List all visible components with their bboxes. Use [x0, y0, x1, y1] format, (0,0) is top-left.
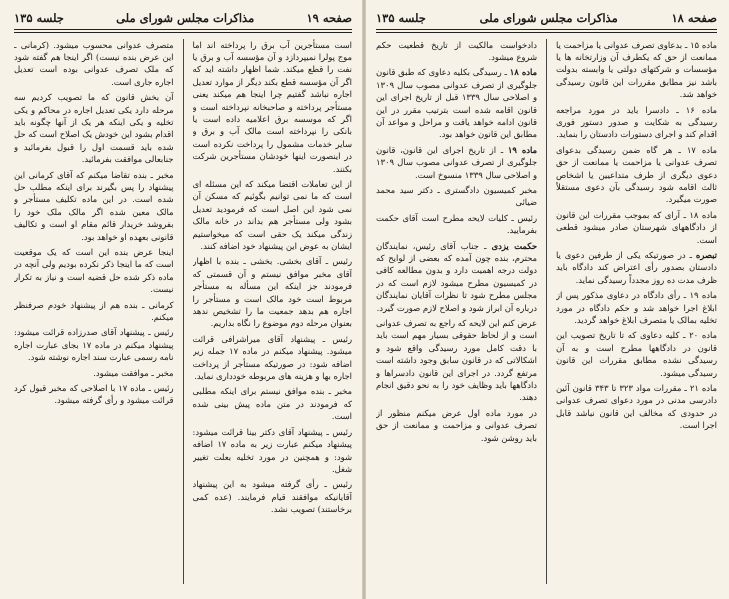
text-column	[193, 39, 353, 584]
header-rule	[376, 29, 717, 30]
paragraph: ماده ۱۹ ـ رأی دادگاه در دعاوی مذکور پس از ابلاغ اجرا خواهد شد و حکم دادگاه در مورد تخلیه بمالک یا متصرف ابلاغ خواهد گردید.	[556, 290, 717, 326]
right-page-title: مذاکرات مجلس شورای ملی	[479, 11, 618, 25]
article-marker: حکمت یزدی	[491, 240, 537, 251]
paragraph: در مورد ماده اول عرض میکنم منظور از تصرف عدوانی و مزاحمت و ممانعت از حق باید روشن شود.	[376, 407, 537, 443]
article-marker: ماده ۱۹	[507, 144, 537, 155]
right-page-header	[376, 8, 717, 28]
paragraph: مخبر ـ موافقت میشود.	[93, 367, 174, 378]
right-page-session: جلسه ۱۳۵	[376, 11, 426, 25]
paragraph: از این تعاملات اقتضا میکند که این مسئله ای است که ما نمی توانیم بگوئیم که مسکن آن نمی شود این اصل است که فرمودید تعدیل بشود ولی مستأجر هم بداند در خانه مالک زندگی میکند یک حقی است که میخواستیم ایشان به عوض این پیشنهاد خود اضافه کنند.	[192, 178, 352, 251]
text-column	[556, 39, 717, 584]
paragraph: آن بخش قانون که ما تصویب کردیم سه مرحله دارد یکی تعدیل اجاره در محاکم و یکی تخلیه و یکی اینکه هر یک از آنها چگونه باید اقدام بشود این خودش یک اصلاح است که حل شده باید قسمت اول را قبول بفرمائید و جنابعالی موافقت بفرمائید.	[14, 92, 174, 165]
left-page-header	[14, 8, 352, 28]
column-divider	[183, 39, 184, 584]
header-rule-thin	[14, 32, 352, 33]
left-page-title: مذاکرات مجلس شورای ملی	[116, 11, 255, 25]
paragraph: رئیس ـ پیشنهاد آقای صدرزاده قرائت میشود: پیشنهاد میکنم در ماده ۱۷ بجای عبارت اجاره نامه رسمی عبارت سند اجاره نوشته شود.	[14, 327, 174, 363]
text-column	[376, 39, 537, 584]
paragraph: متصرف عدوانی محسوب میشود. (کرمانی ـ این عرض بنده نیست) اگر اینجا هم گفته شود که ملک تصرف عدوانی بوده است تعدیل اجاره جاری است.	[14, 39, 174, 87]
article-marker: تبصره	[695, 250, 717, 260]
paragraph: مخبر کمیسیون دادگستری ـ دکتر سید محمد ضیائی	[376, 184, 537, 208]
column-divider	[546, 39, 547, 584]
paragraph: کرمانی ـ بنده هم از پیشنهاد خودم صرفنظر میکنم.	[14, 299, 174, 323]
paragraph: تبصره ـ در صورتیکه یکی از طرفین دعوی یا دادستان بصدور رأی اعتراض کند دادگاه باید ظرف مدت ده روز مجدداً رسیدگی نماید.	[556, 250, 717, 285]
paragraph: رئیس ـ رأی گرفته میشود به این پیشنهاد آقایانیکه موافقند قیام فرمایند. (عده کمی برخاستند) تصویب نشد.	[192, 479, 352, 515]
paragraph: ماده ۱۸ ـ آرای که بموجب مقررات این قانون از دادگاههای شهرستان صادر میشود قطعی است.	[556, 209, 717, 245]
paragraph: اینجا عرض بنده این است که یک موقعیت است که ما اینجا ذکر نکرده بودیم ولی آنچه در ماده ذکر شده حل قضیه است و نیاز به تکرار نیست.	[14, 247, 174, 295]
paragraph: مخبر ـ بنده موافق نیستم برای اینکه مطلبی که فرمودند در متن ماده پیش بینی شده است.	[192, 386, 352, 422]
header-rule	[14, 29, 352, 30]
paragraph: ماده ۱۸ ـ رسیدگی بکلیه دعاوی که طبق قانون جلوگیری از تصرف عدوانی مصوب سال ۱۳۰۹ و اصلاحی سال ۱۳۳۹ قبل از تاریخ اجرای این قانون اقامه شده است بترتیب مقرر در این قانون ادامه خواهد یافت و مراحل و مواعد آن مطابق این قانون خواهد بود.	[376, 67, 537, 140]
paragraph: حکمت یزدی ـ جناب آقای رئیس، نمایندگان محترم، بنده چون آمده که بعضی از لوایح که دولت درجه اهمیت دارد و بدون مطالعه کافی در کمیسیون مطرح میشود لازم است که در مجلس مطرح شود تا نظرات آقایان نمایندگان درباره آن ابراز شود و اصلاح لازم صورت گیرد.	[376, 240, 537, 313]
paragraph: دادخواست مالکیت از تاریخ قطعیت حکم شروع میشود.	[376, 39, 537, 62]
paragraph: ماده ۱۵ ـ بدعاوی تصرف عدوانی یا مزاحمت یا ممانعت از حق که یکطرف آن وزارتخانه ها یا مؤسسات و شرکتهای دولتی یا وابسته بدولت باشد نیز مطابق مقررات این قانون رسیدگی خواهد شد.	[556, 39, 717, 100]
article-marker: ماده ۱۸	[509, 67, 537, 78]
paragraph: ماده ۲۱ ـ مقررات مواد ۳۲۳ تا ۳۴۳ قانون آئین دادرسی مدنی در مورد دعوای تصرف عدوانی در حدودی که مخالف این قانون نباشد قابل اجرا است.	[556, 383, 717, 431]
right-page-label: صفحه ۱۸	[671, 11, 717, 25]
left-page	[0, 0, 362, 599]
paragraph: است مستأجرین آب برق را پرداخته اند اما موج پولرا نمیپردازد و آن مؤسسه آب و برق یا نفت را قطع میکند. شما اظهار داشته اید که اگر آن مؤسسه قطع بکند دیگر از موارد تعدیل اجاره نباشد گفتیم چرا اینجا هم میکند یعنی مستأجر پرداخته و صاحبخانه نپرداخته است و اگر که موسسه برق اعلامیه داده است یا بانکی را نپرداخته است مالک آب و برق و سایر خدمات مشمول را پرداخت نکرده است در اینصورت اینها خودشان مستأجرین شرکت بکنند.	[192, 39, 352, 174]
paragraph: رئیس ـ پیشنهاد آقای دکتر بینا قرائت میشود: پیشنهاد میکنم عبارت زیر به ماده ۱۷ اضافه شود: و همچنین در مورد تخلیه بعلت تغییر شغل.	[192, 426, 352, 474]
paragraph: رئیس ـ آقای بخشی. بخشی ـ بنده با اظهار آقای مخبر موافق نیستم و آن قسمتی که فرمودند جز اینکه این مسأله به مستأجر مربوط است خود مالک است و مستأجر را اجاره هم بدهد جمعیت ما را تشخیص ندهد بعنوان مرحله دوم موضوع را نگاه بداریم.	[192, 256, 352, 329]
paragraph: عرض کنم این لایحه که راجع به تصرف عدوانی است و از لحاظ حقوقی بسیار مهم است باید با دقت کامل مورد رسیدگی واقع شود و اشکالاتی که در قانون سابق وجود داشته است مرتفع گردد. در اجرای این قانون دادسراها و دادگاهها باید وظایف خود را به نحو دقیق انجام دهند.	[376, 318, 537, 403]
header-rule-thin	[376, 32, 717, 33]
paragraph: ماده ۱۶ ـ دادسرا باید در مورد مراجعه رسیدگی به شکایت و صدور دستور فوری اقدام کند و اجرای دستورات دادستان را بنماید.	[556, 104, 717, 140]
paragraph: ماده ۲۰ ـ کلیه دعاوی که تا تاریخ تصویب این قانون در دادگاهها مطرح است و به آن رسیدگی نشده مطابق مقررات این قانون رسیدگی میشود.	[556, 330, 717, 378]
text-column	[14, 39, 174, 584]
paragraph: ماده ۱۷ ـ هر گاه ضمن رسیدگی بدعوای تصرف عدوانی یا مزاحمت یا ممانعت از حق دعوی دیگری از طرف متداعیین یا اشخاص ثالث اقامه شود رسیدگی بآن دعوی مستقلاً صورت میگیرد.	[556, 144, 717, 205]
paragraph: ماده ۱۹ ـ از تاریخ اجرای این قانون، قانون جلوگیری از تصرف عدوانی مصوب سال ۱۳۰۹ و اصلاحی سال ۱۳۳۹ منسوخ است.	[376, 144, 537, 180]
right-page	[366, 0, 729, 599]
right-page-body	[376, 39, 717, 584]
left-page-body	[14, 39, 352, 584]
left-page-label: صفحه ۱۹	[306, 11, 352, 25]
paragraph: رئیس ـ کلیات لایحه مطرح است آقای حکمت بفرمایید.	[376, 212, 537, 236]
paragraph: مخبر ـ بنده تقاضا میکنم که آقای کرمانی این پیشنهاد را پس بگیرند برای اینکه مطلب حل شده است. در این ماده تکلیف مستأجر و مالک معین شده اگر مالک ملک خود را بفروشد خریدار قائم مقام او است و تکالیف قانونی بعهده او خواهد بود.	[14, 169, 174, 242]
paragraph: رئیس ـ پیشنهاد آقای میراشرافی قرائت میشود. پیشنهاد میکنم در ماده ۱۷ جمله زیر اضافه شود: در صورتیکه مستأجر از پرداخت اجاره بها و هزینه های مربوطه خودداری نماید.	[192, 333, 352, 382]
left-page-session: جلسه ۱۳۵	[14, 11, 64, 25]
paragraph: رئیس ـ ماده ۱۷ با اصلاحی که مخبر قبول کرد قرائت میشود و رأی گرفته میشود.	[14, 383, 174, 406]
